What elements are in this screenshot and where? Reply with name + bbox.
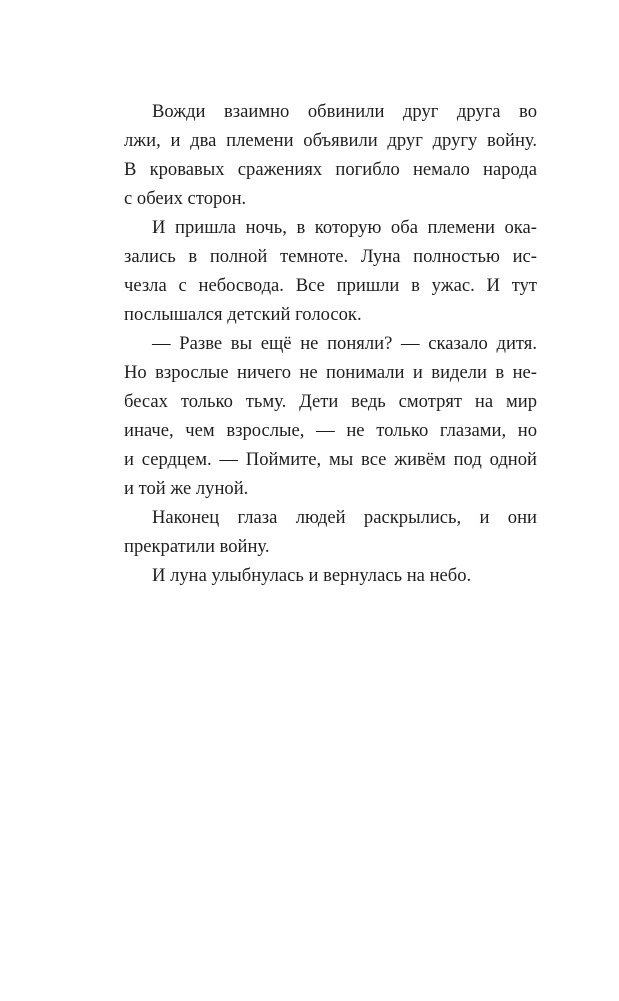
paragraph bbox=[124, 213, 537, 329]
text-line: Вожди взаимно обвинили друг друга во bbox=[152, 101, 537, 122]
text-line: И луна улыбнулась и вернулась на небо. bbox=[152, 565, 472, 586]
text-line: иначе, чем взрослые, — не только глазами, но bbox=[124, 420, 537, 441]
text-line: И пришла ночь, в которую оба племени ока- bbox=[152, 217, 537, 238]
page-body-text bbox=[124, 97, 537, 590]
paragraph bbox=[124, 329, 537, 503]
text-line: послышался детский голосок. bbox=[124, 304, 362, 325]
paragraph bbox=[124, 97, 537, 213]
text-line: прекратили войну. bbox=[124, 536, 270, 557]
text-line: Но взрослые ничего не понимали и видели в не- bbox=[124, 362, 537, 383]
paragraph bbox=[124, 561, 537, 590]
text-line: и той же луной. bbox=[124, 478, 249, 499]
paragraph bbox=[124, 503, 537, 561]
text-line: Наконец глаза людей раскрылись, и они bbox=[152, 507, 537, 528]
text-line: лжи, и два племени объявили друг другу войну. bbox=[124, 130, 537, 151]
text-line: бесах только тьму. Дети ведь смотрят на мир bbox=[124, 391, 537, 412]
text-line: В кровавых сражениях погибло немало народа bbox=[124, 159, 537, 180]
text-line: с обеих сторон. bbox=[124, 188, 247, 209]
text-line: чезла с небосвода. Все пришли в ужас. И тут bbox=[124, 275, 537, 296]
text-line: и сердцем. — Поймите, мы все живём под одной bbox=[124, 449, 537, 470]
text-line: зались в полной темноте. Луна полностью ис- bbox=[124, 246, 537, 267]
text-line: — Разве вы ещё не поняли? — сказало дитя. bbox=[152, 333, 537, 354]
